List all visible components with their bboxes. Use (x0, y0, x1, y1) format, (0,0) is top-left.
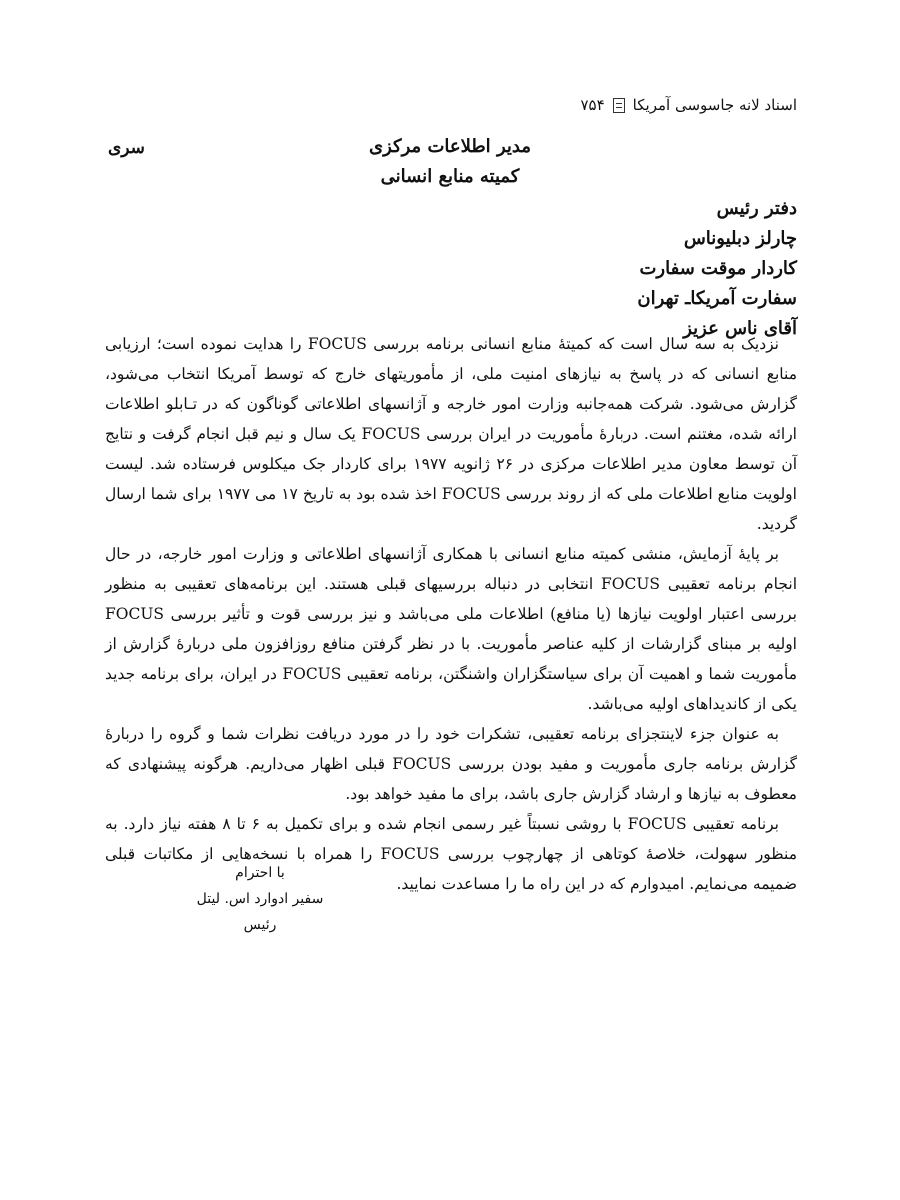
closing-regards: با احترام (235, 865, 285, 881)
page-number: ۷۵۴ (580, 96, 605, 114)
addressee-office: دفتر رئیس (716, 198, 797, 219)
signer-name: سفیر ادوارد اس. لیتل (196, 891, 324, 907)
salutation: آقای ناس عزیز (683, 318, 797, 339)
body-paragraph: به عنوان جزء لاینتجزای برنامه تعقیبی، تشکرات خود را در مورد دریافت نظرات شما و گروه را دربارهٔ گزارش برنامه جاری مأموریت و مفید بودن بررسی FOCUS قبلی اظهار می‌داریم. هرگونه پیشنهادی که معطوف به نیازها و ارشاد گزارش جاری باشد، برای ما مفید خواهد بود. (105, 725, 797, 803)
signer-title: رئیس (243, 917, 277, 933)
addressee-block (637, 194, 797, 344)
addressee-location: سفارت آمریکاـ تهران (637, 288, 797, 309)
document-icon (613, 98, 625, 113)
body-paragraph: بر پایهٔ آزمایش، منشی کمیته منابع انسانی با همکاری آژانسهای اطلاعاتی و وزارت امور خارجه، در حال انجام برنامه تعقیبی FOCUS انتخابی در دنباله بررسیهای قبلی هستند. این برنامه‌های تعقیبی به منظور بررسی اعتبار اولویت نیازها (یا منافع) اطلاعات ملی می‌باشد و نیز بررسی قوت و تأثیر بررسی FOCUS اولیه بر مبنای گزارشات از کلیه عناصر مأموریت. با در نظر گرفتن منافع روزافزون ملی دربارهٔ گزارش از مأموریت شما و اهمیت آن برای سیاستگزاران واشنگتن، برنامه تعقیبی FOCUS در ایران، برای برنامه جدید یکی از کاندیداهای اولیه می‌باشد. (105, 545, 797, 713)
running-title: اسناد لانه جاسوسی آمریکا (632, 96, 797, 114)
classification-label: سری (108, 138, 145, 158)
letterhead-title: مدیر اطلاعات مرکزی (369, 136, 531, 157)
addressee-name: چارلز دبلیوناس (683, 228, 797, 249)
body-paragraph: برنامه تعقیبی FOCUS با روشی نسبتاً غیر رسمی انجام شده و برای تکمیل به ۶ تا ۸ هفته نیاز دارد. به منظور سهولت، خلاصهٔ کوتاهی از چهارچوب بررسی FOCUS را همراه با نسخه‌هایی از مکاتبات قبلی ضمیمه می‌نمایم. امیدوارم که در این راه ما را مساعدت نمایید. (105, 815, 797, 893)
letter-body (105, 329, 797, 899)
letterhead-subtitle: کمیته منابع انسانی (380, 166, 520, 187)
signature-block (150, 860, 370, 938)
running-header (581, 96, 798, 114)
body-paragraph: نزدیک به سه سال است که کمیتهٔ منابع انسانی برنامه بررسی FOCUS را هدایت نموده است؛ ارزیابی منابع انسانی که در پاسخ به نیازهای امنیت ملی، از مأموریتهای خارج که توسط آمریکا انتخاب می‌شود، گزارش می‌شود. شرکت همه‌جانبه وزارت امور خارجه و آژانسهای اطلاعاتی گوناگون که در تـابلو اطلاعات ارائه شده، مغتنم است. دربارهٔ مأموریت در ایران بررسی FOCUS یک سال و نیم قبل انجام گرفت و نتایج آن توسط معاون مدیر اطلاعات مرکزی در ۲۶ ژانویه ۱۹۷۷ برای کاردار جک میکلوس فرستاده شد. لیست اولویت منابع اطلاعات ملی که از روند بررسی FOCUS اخذ شده بود به تاریخ ۱۷ می ۱۹۷۷ برای شما ارسال گردید. (105, 335, 798, 533)
addressee-position: کاردار موقت سفارت (639, 258, 797, 279)
